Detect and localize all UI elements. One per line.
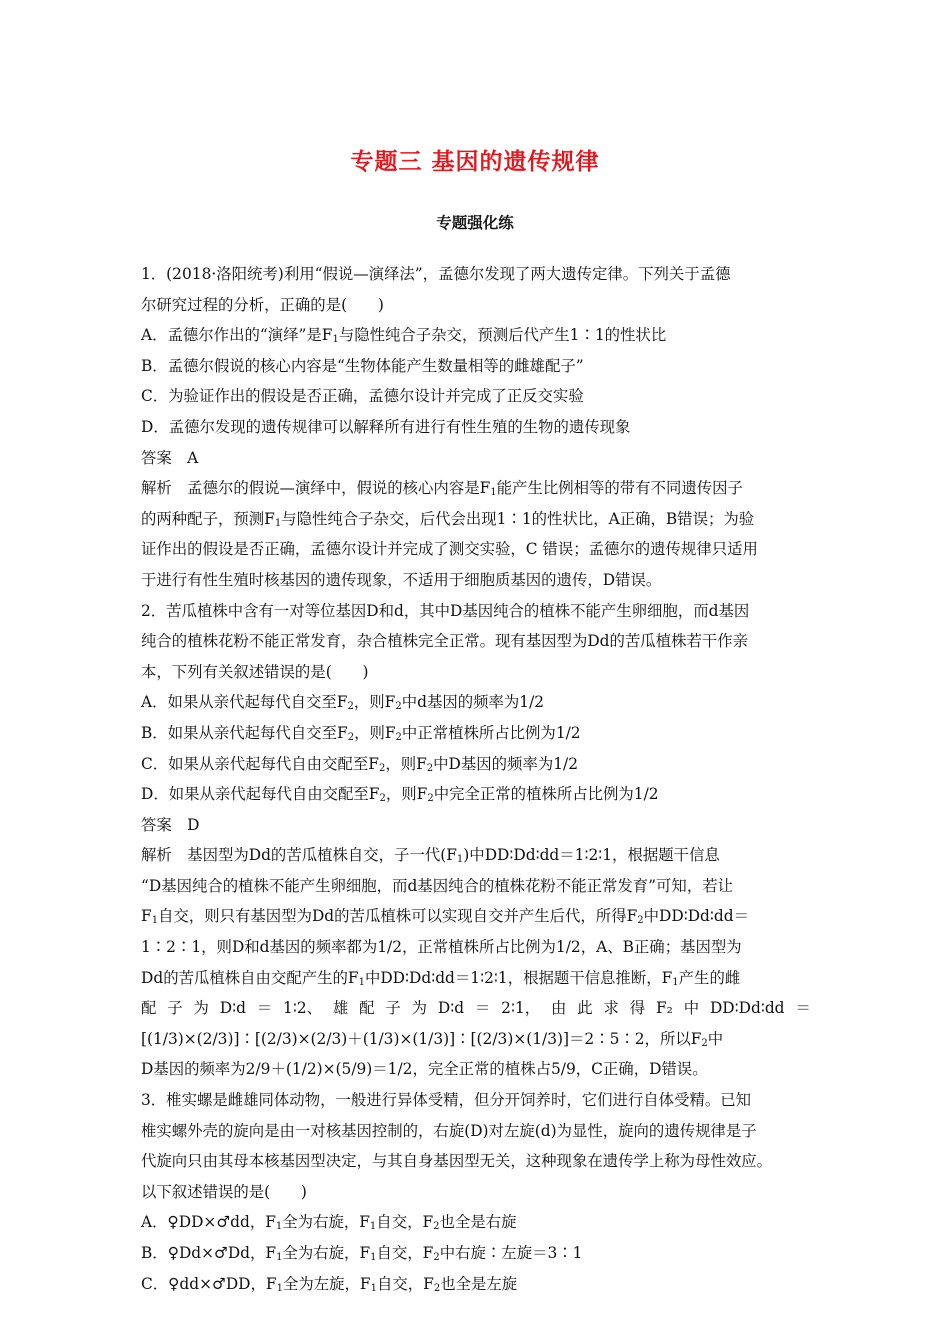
q2-stem-line: 2．苦瓜植株中含有一对等位基因D和d，其中D基因纯合的植株不能产生卵细胞，而d基因	[141, 601, 750, 620]
q2-option-c: C．如果从亲代起每代自由交配至$F_2$，则$F_2$中D基因的频率为1/2	[141, 754, 578, 774]
justified-word: F₂	[656, 999, 673, 1018]
justified-word: D∶d	[219, 999, 246, 1018]
q1-option-d: D．孟德尔发现的遗传规律可以解释所有进行有性生殖的生物的遗传现象	[141, 417, 631, 436]
q2-explanation-line: Dd的苦瓜植株自由交配产生的$F_1$中DD∶Dd∶dd＝1∶2∶1，根据题干信息推断，$F_1$产生的雌	[141, 968, 741, 988]
q2-stem-line: 本，下列有关叙述错误的是( )	[141, 662, 369, 681]
justified-word: 得	[629, 999, 646, 1018]
justified-word: D∶d	[437, 999, 465, 1018]
q2-explanation-line: “D基因纯合的植株不能产生卵细胞，而d基因纯合的植株花粉不能正常发育”可知，若让	[141, 876, 733, 895]
q2-option-d: D．如果从亲代起每代自由交配至$F_2$，则$F_2$中完全正常的植株所占比例为1/2	[141, 785, 659, 805]
q1-option-a: A．孟德尔作出的“演绎”是$F_1$与隐性纯合子杂交，预测后代产生1∶1的性状比	[141, 326, 667, 346]
q2-answer: 答案 D	[141, 815, 200, 834]
q3-option-c: C．♀dd×♂DD，$F_1$全为左旋，$F_1$自交，$F_2$也全是左旋	[141, 1274, 518, 1294]
page-title: 专题三 基因的遗传规律	[350, 149, 600, 175]
q3-stem-line: 以下叙述错误的是( )	[141, 1182, 307, 1201]
justified-word: 求	[603, 999, 619, 1018]
justified-word: 1∶2、	[283, 999, 323, 1018]
q2-stem-line: 纯合的植株花粉不能正常发育，杂合植株完全正常。现有基因型为Dd的苦瓜植株若干作亲	[141, 632, 749, 651]
q2-explanation-line: 1∶2∶1，则D和d基因的频率都为1/2，正常植株所占比例为1/2，A、B正确；基因型为	[141, 938, 742, 957]
q1-explanation-line: 证作出的假设是否正确，孟德尔设计并完成了测交实验，C 错误；孟德尔的遗传规律只适用	[141, 540, 758, 559]
q2-explanation-line: D基因的频率为2/9＋(1/2)×(5/9)＝1/2，完全正常的植株占5/9，C正确，D错误。	[141, 1060, 708, 1079]
justified-word: 配	[141, 999, 157, 1018]
q3-option-a: A．♀DD×♂dd，$F_1$全为右旋，$F_1$自交，$F_2$也全是右旋	[141, 1213, 517, 1233]
q2-option-a: A．如果从亲代起每代自交至$F_2$，则$F_2$中d基因的频率为1/2	[141, 693, 545, 713]
q3-stem-line: 代旋向只由其母本核基因型决定，与其自身基因型无关，这种现象在遗传学上称为母性效应。	[141, 1152, 773, 1171]
justified-word: 为	[411, 999, 428, 1018]
q1-option-b: B．孟德尔假说的核心内容是“生物体能产生数量相等的雌雄配子”	[141, 356, 584, 375]
q2-option-b: B．如果从亲代起每代自交至$F_2$，则$F_2$中正常植株所占比例为1/2	[141, 723, 581, 743]
q2-explanation-line: [(1/3)×(2/3)]∶[(2/3)×(2/3)＋(1/3)×(1/3)]∶[(2/3)×(1/3)]＝2∶5∶2，所以$F_2$中	[141, 1029, 724, 1049]
section-subtitle: 专题强化练	[436, 214, 514, 232]
document-body	[141, 259, 811, 1299]
q3-stem-line: 椎实螺外壳的旋向是由一对核基因控制的，右旋(D)对左旋(d)为显性，旋向的遗传规律是子	[141, 1121, 757, 1140]
justified-word: 配	[359, 999, 375, 1018]
q2-explanation-line: $F_1$自交，则只有基因型为Dd的苦瓜植株可以实现自交并产生后代，所得$F_2$中DD∶Dd∶dd＝	[141, 907, 750, 927]
q1-answer: 答案 A	[141, 448, 199, 467]
q1-stem-line: 尔研究过程的分析，正确的是( )	[141, 295, 384, 314]
justified-word: ＝	[795, 999, 811, 1018]
justified-word: 子	[385, 999, 401, 1018]
justified-word: DD∶Dd∶dd	[709, 999, 785, 1018]
q1-explanation-line: 的两种配子，预测$F_1$与隐性纯合子杂交，后代会出现1∶1的性状比，A正确，B错误；为验	[141, 509, 755, 529]
q1-stem-line: 1．(2018·洛阳统考)利用“假说—演绎法”，孟德尔发现了两大遗传定律。下列关于孟德	[141, 265, 731, 283]
justified-word: 子	[167, 999, 183, 1018]
justified-word: 雄	[332, 999, 349, 1018]
justified-word: 此	[577, 999, 593, 1018]
q3-option-b: B．♀Dd×♂Dd，$F_1$全为右旋，$F_1$自交，$F_2$中右旋∶左旋＝3∶1	[141, 1244, 583, 1263]
q1-option-c: C．为验证作出的假设是否正确，孟德尔设计并完成了正反交实验	[141, 387, 584, 406]
q1-explanation-line: 于进行有性生殖时核基因的遗传现象，不适用于细胞质基因的遗传，D错误。	[141, 570, 662, 589]
q2-explanation-line: 解析 基因型为Dd的苦瓜植株自交，子一代$(F_1)$中DD∶Dd∶dd＝1∶2∶1，根据题干信息	[141, 846, 720, 866]
justified-word: ＝	[474, 999, 491, 1018]
q2-explanation-justified-line	[141, 993, 811, 1024]
justified-word: 2∶1，	[501, 999, 541, 1018]
q3-stem-line: 3．椎实螺是雌雄同体动物，一般进行异体受精，但分开饲养时，它们进行自体受精。已知	[141, 1091, 752, 1110]
q1-explanation-line: 解析 孟德尔的假说—演绎中，假说的核心内容是$F_1$能产生比例相等的带有不同遗传因子	[141, 479, 743, 499]
justified-word: 为	[193, 999, 209, 1018]
justified-word: 由	[551, 999, 567, 1018]
justified-word: ＝	[256, 999, 273, 1018]
justified-word: 中	[683, 999, 700, 1018]
